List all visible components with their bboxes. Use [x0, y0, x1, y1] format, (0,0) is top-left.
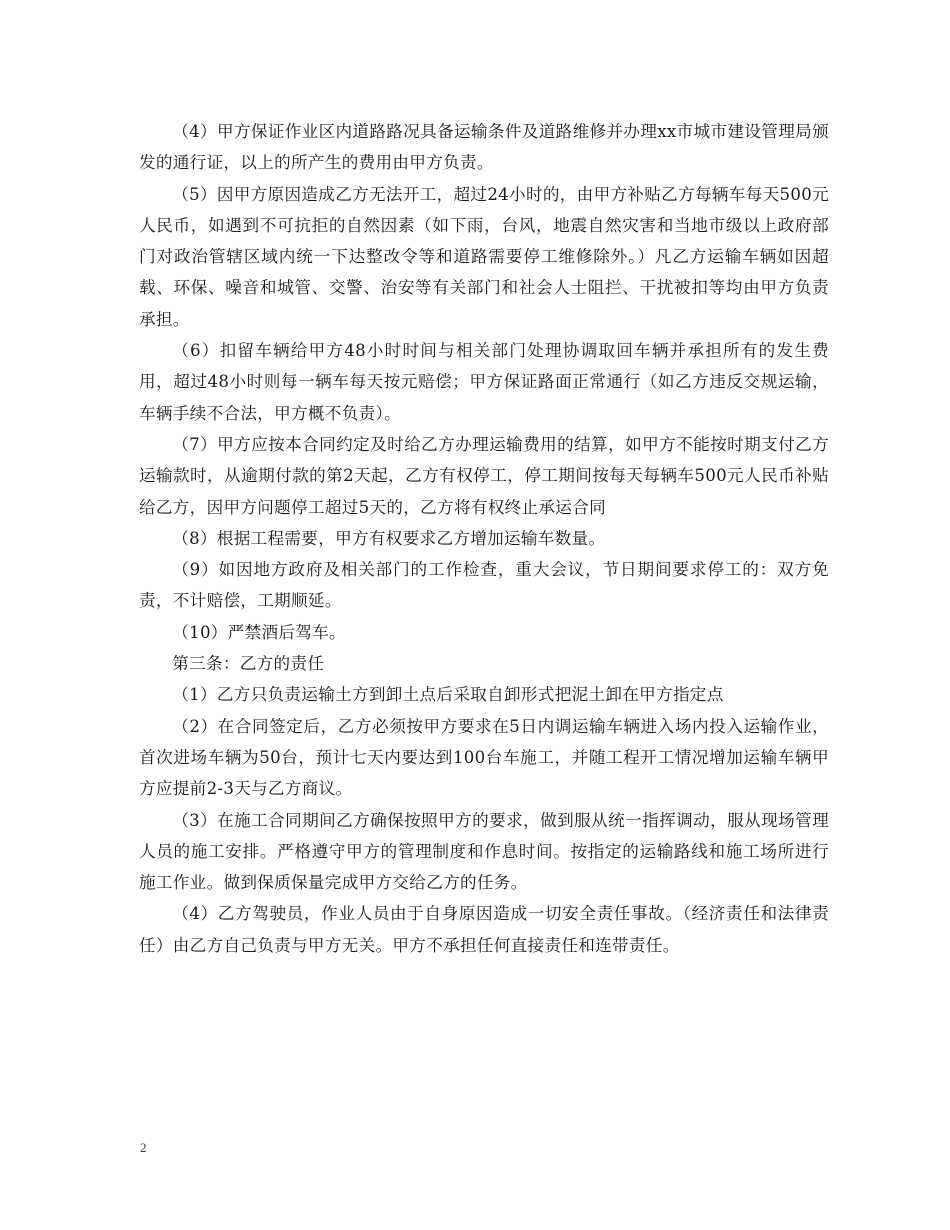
clause-paragraph: （4）乙方驾驶员，作业人员由于自身原因造成一切安全责任事故。（经济责任和法律责任）由乙方自己负责与甲方无关。甲方不承担任何直接责任和连带责任。: [139, 904, 829, 955]
clause-paragraph: （3）在施工合同期间乙方确保按照甲方的要求，做到服从统一指挥调动，服从现场管理人员的施工安排。严格遵守甲方的管理制度和作息时间。按指定的运输路线和施工场所进行施工作业。做到保质保量完成甲方交给乙方的任务。: [139, 810, 829, 893]
clause-paragraph: （7）甲方应按本合同约定及时给乙方办理运输费用的结算，如甲方不能按时期支付乙方运输款时，从逾期付款的第2天起，乙方有权停工，停工期间按每天每辆车500元人民币补贴给乙方，因甲方问题停工超过5天的，乙方将有权终止承运合同: [139, 434, 829, 517]
clause-paragraph: （2）在合同签定后，乙方必须按甲方要求在5日内调运输车辆进入场内投入运输作业，首次进场车辆为50台，预计七天内要达到100台车施工，并随工程开工情况增加运输车辆甲方应提前2-3天与乙方商议。: [139, 716, 829, 799]
clause-paragraph: （8）根据工程需要，甲方有权要求乙方增加运输车数量。: [172, 528, 606, 548]
clause-paragraph: （9）如因地方政府及相关部门的工作检查，重大会议，节日期间要求停工的：双方免责，不计赔偿，工期顺延。: [139, 560, 829, 611]
clause-paragraph: （4）甲方保证作业区内道路路况具备运输条件及道路维修并办理xx市城市建设管理局颁发的通行证，以上的所产生的费用由甲方负责。: [139, 122, 829, 173]
page-number: 2: [140, 1140, 147, 1155]
clause-paragraph: （6）扣留车辆给甲方48小时时间与相关部门处理协调取回车辆并承担所有的发生费用，超过48小时则每一辆车每天按元赔偿；甲方保证路面正常通行（如乙方违反交规运输，车辆手续不合法，甲方概不负责）。: [139, 341, 829, 423]
clause-paragraph: （1）乙方只负责运输土方到卸土点后采取自卸形式把泥土卸在甲方指定点: [172, 685, 724, 705]
document-body: [139, 116, 829, 961]
clause-paragraph: （5）因甲方原因造成乙方无法开工，超过24小时的，由甲方补贴乙方每辆车每天500元人民币，如遇到不可抗拒的自然因素（如下雨，台风，地震自然灾害和当地市级以上政府部门对政治管辖区域内统一下达整改令等和道路需要停工维修除外。）凡乙方运输车辆如因超载、环保、噪音和城管、交警、治安等有关部门和社会人士阻拦、干扰被扣等均由甲方负责承担。: [139, 184, 829, 329]
clause-paragraph: （10）严禁酒后驾车。: [172, 622, 346, 642]
section-heading: 第三条：乙方的责任: [172, 654, 325, 674]
